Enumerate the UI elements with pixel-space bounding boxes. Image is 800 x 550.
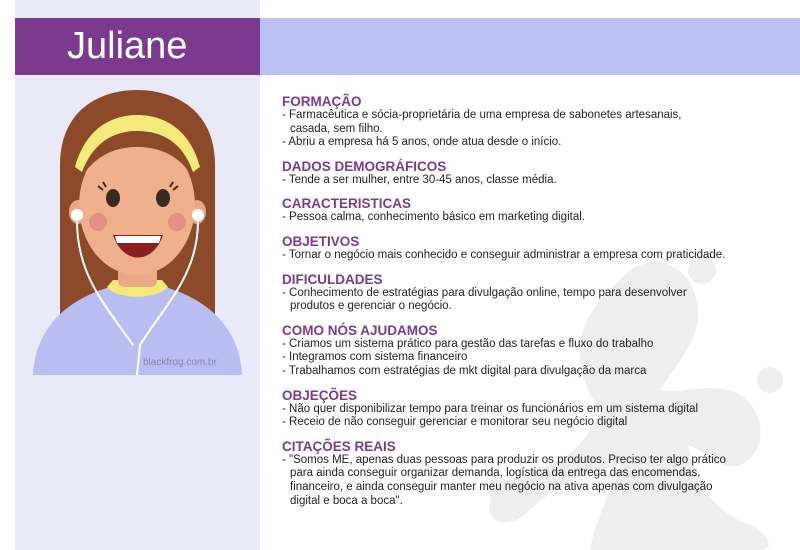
bullet-item: [282, 338, 787, 352]
bullet-text: digital e boca a boca".: [290, 494, 403, 507]
bullet-item: [282, 403, 787, 417]
bullet-text: para ainda conseguir organizar demanda, logística da entrega das encomendas,: [290, 467, 701, 480]
bullet-text: casada, sem filho.: [290, 122, 383, 135]
persona-details: [282, 94, 787, 517]
bullet-text: - Criamos um sistema prático para gestão das tarefas e fluxo do trabalho: [282, 337, 654, 350]
section: [282, 94, 787, 150]
bullet-text: - Receio de não conseguir gerenciar e monitorar seu negócio digital: [282, 416, 628, 429]
bullet-text: produtos e gerenciar o negócio.: [290, 300, 452, 313]
bullet-item: [282, 454, 787, 508]
section-title: CITAÇÕES REAIS: [282, 438, 396, 454]
credit-text: blackfrog.com.br: [143, 357, 217, 368]
section-title: FORMAÇÃO: [282, 94, 362, 109]
section-title: CARACTERISTICAS: [282, 196, 412, 212]
section-title: OBJETIVOS: [282, 233, 360, 249]
section: [282, 159, 787, 188]
bullet-text: - Tende a ser mulher, entre 30-45 anos, classe média.: [282, 173, 557, 186]
bullet-text: - Não quer disponibilizar tempo para treinar os funcionários em um sistema digital: [282, 402, 699, 415]
bullet-text: - Abriu a empresa há 5 anos, onde atua desde o início.: [282, 136, 562, 149]
section: [282, 388, 787, 430]
bullet-text: - Pessoa calma, conhecimento básico em marketing digital.: [282, 211, 585, 224]
bullet-item: [282, 136, 787, 150]
bullet-text: - Farmacêutica e sócia-proprietária de uma empresa de sabonetes artesanais,: [282, 109, 682, 121]
bullet-item: [282, 109, 787, 136]
section: [282, 439, 787, 508]
section: [282, 323, 787, 379]
bullet-text: - Trabalhamos com estratégias de mkt digital para divulgação da marca: [282, 364, 647, 377]
bullet-text: - Tornar o negócio mais conhecido e conseguir administrar a empresa com praticidade.: [282, 248, 726, 261]
bullet-text: - Integramos com sistema financeiro: [282, 351, 468, 364]
bullet-item: [282, 174, 787, 188]
bullet-text: - "Somos ME, apenas duas pessoas para produzir os produtos. Preciso ter algo prático: [282, 453, 726, 466]
persona-name: Juliane: [67, 25, 188, 67]
section-title: OBJEÇÕES: [282, 387, 358, 403]
section: [282, 272, 787, 314]
section: [282, 234, 787, 263]
bullet-item: [282, 416, 787, 430]
section-title: DIFICULDADES: [282, 271, 383, 287]
bullet-item: [282, 351, 787, 365]
bullet-item: [282, 287, 787, 314]
bullet-text: - Conhecimento de estratégias para divulgação online, tempo para desenvolver: [282, 286, 687, 299]
bullet-item: [282, 249, 787, 263]
name-box: [15, 18, 260, 75]
section: [282, 196, 787, 225]
bullet-item: [282, 211, 787, 225]
section-title: COMO NÓS AJUDAMOS: [282, 322, 438, 338]
bullet-item: [282, 365, 787, 379]
avatar: [15, 75, 260, 375]
bullet-text: financeiro, e ainda conseguir manter meu negócio na ativa apenas com divulgação: [290, 480, 713, 493]
section-title: DADOS DEMOGRÁFICOS: [282, 158, 447, 174]
